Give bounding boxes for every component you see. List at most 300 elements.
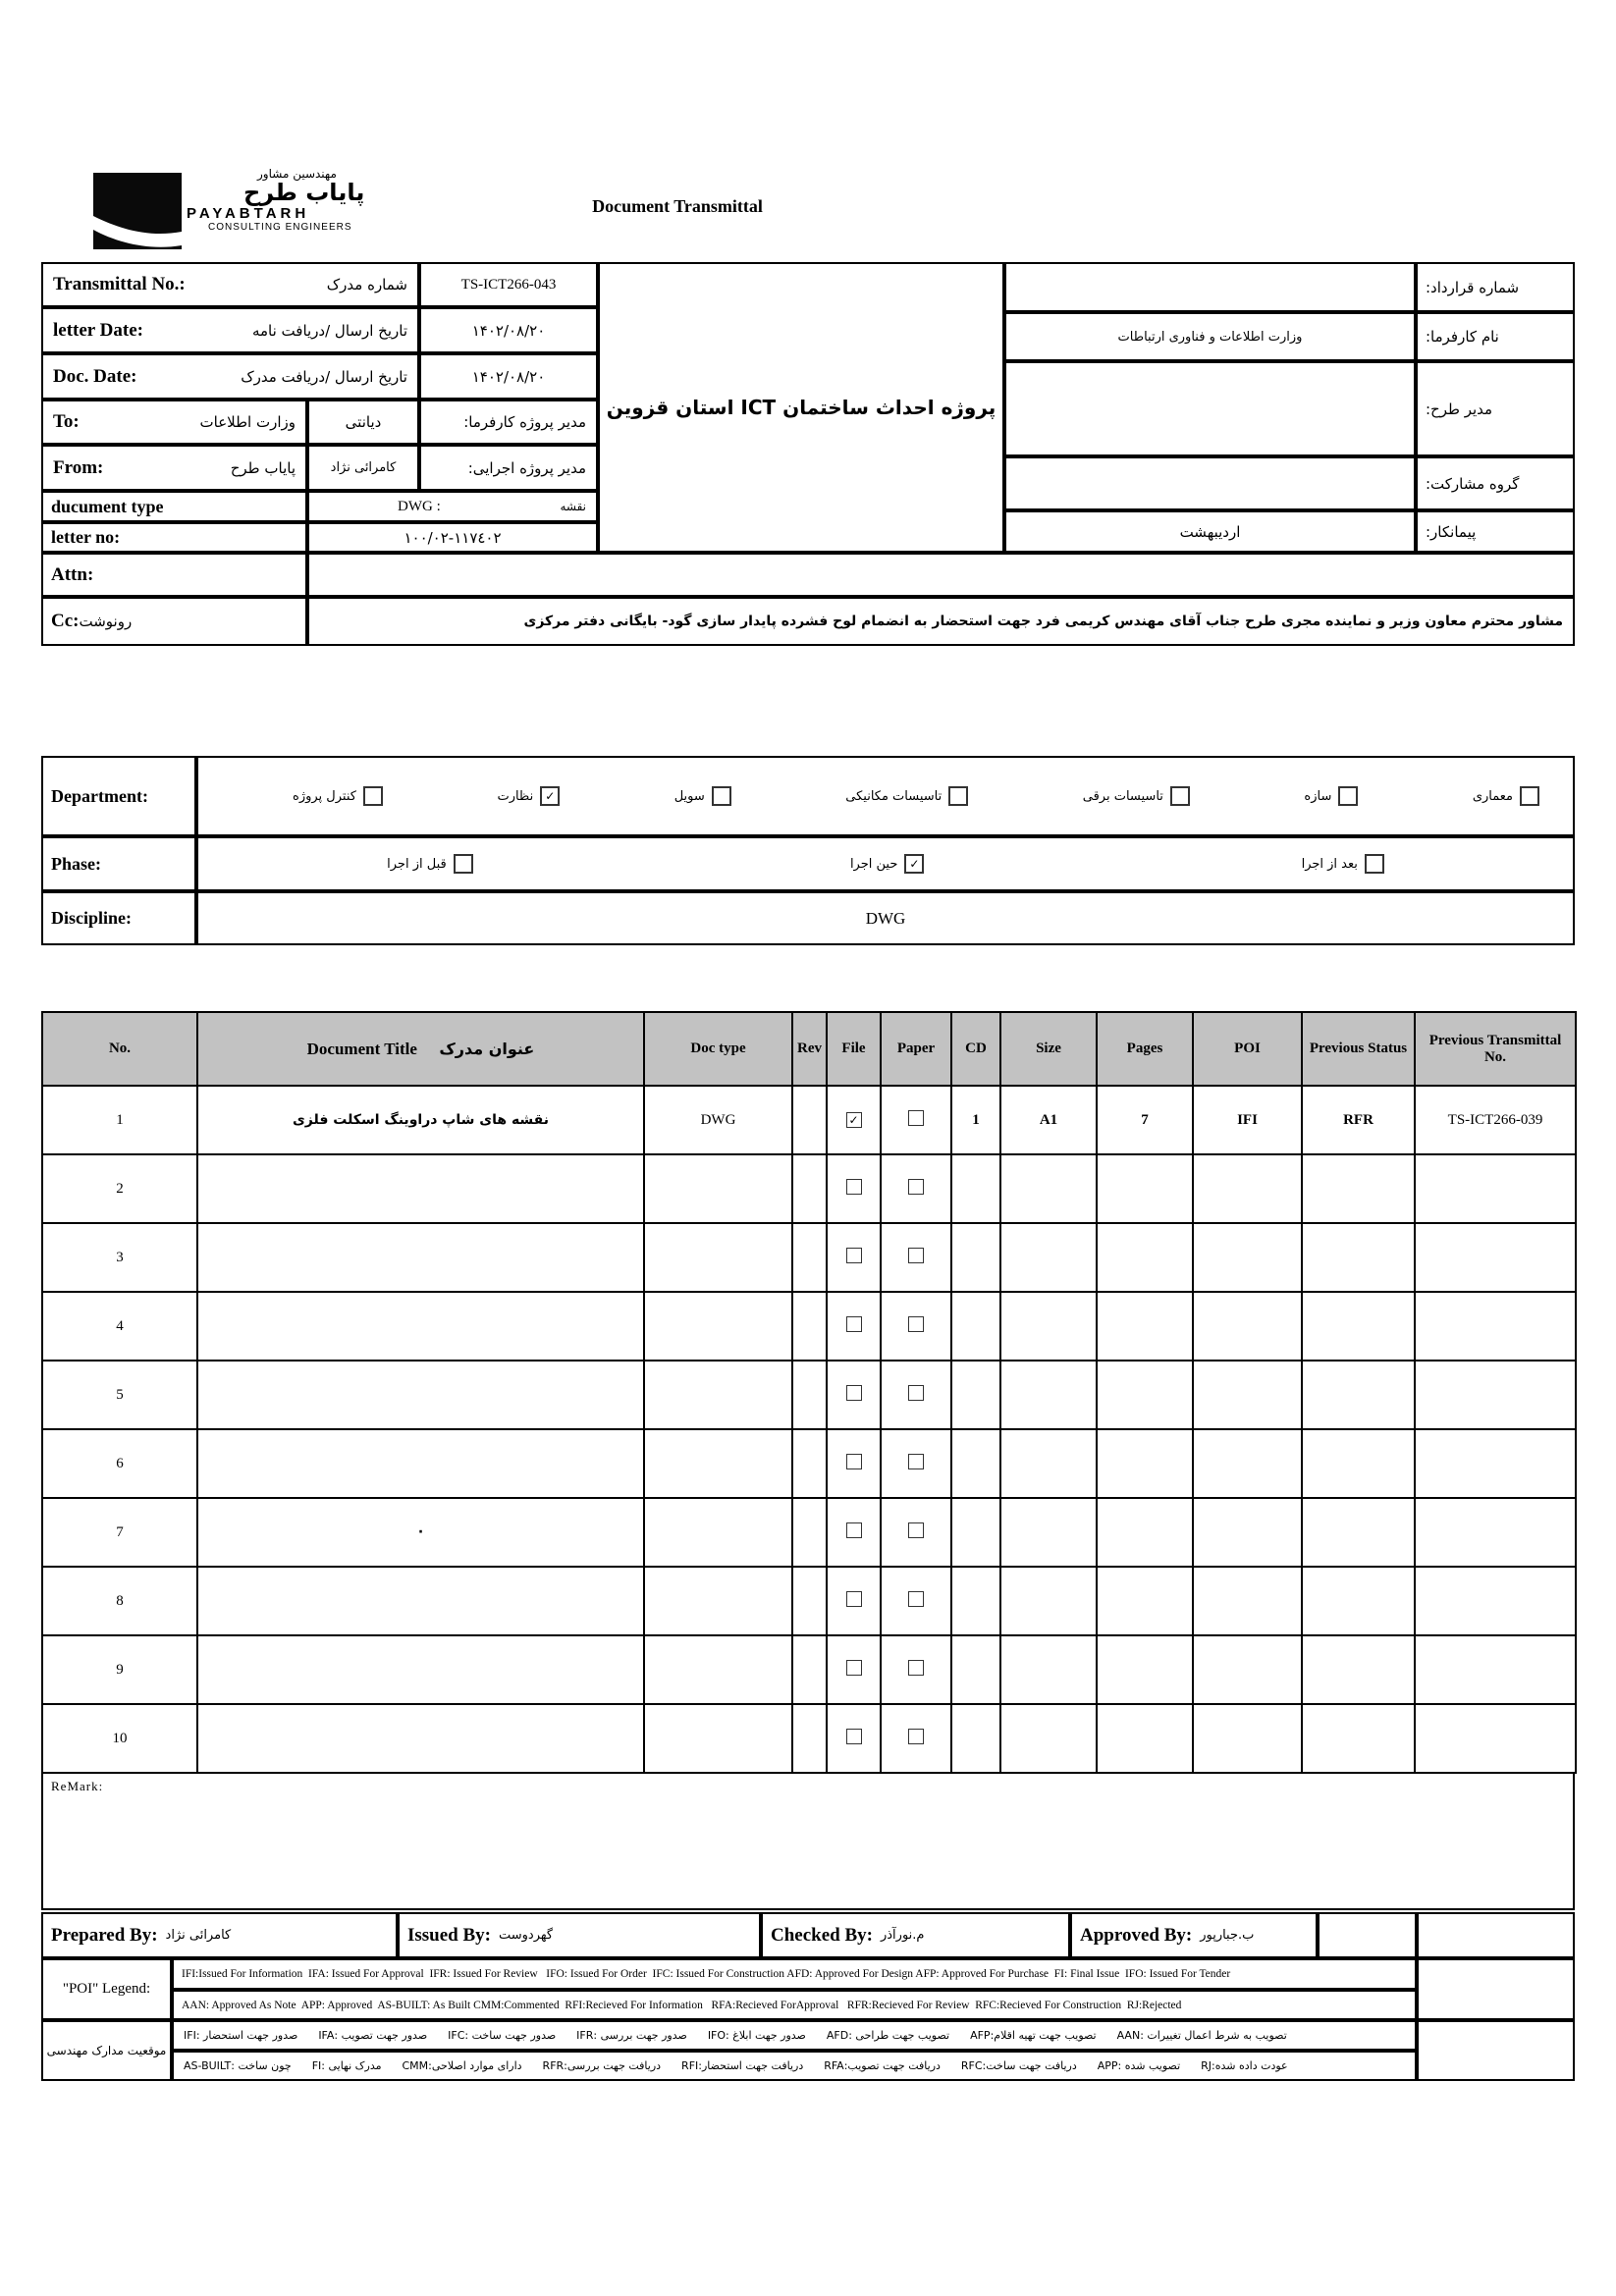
row-prev-transmittal (1415, 1704, 1576, 1773)
logo-swoosh-icon (93, 173, 182, 249)
row-file (827, 1704, 881, 1773)
contractor-label: پیمانکار: (1426, 522, 1477, 541)
row-pages (1097, 1498, 1193, 1567)
document-list-section (41, 1011, 1575, 1910)
row-no: 2 (42, 1154, 197, 1223)
paper-checkbox[interactable] (908, 1591, 924, 1607)
row-prev-status (1302, 1154, 1415, 1223)
row-size: A1 (1000, 1086, 1097, 1154)
department-checkbox[interactable] (712, 786, 731, 806)
department-option (1473, 786, 1539, 806)
row-poi (1193, 1223, 1302, 1292)
transmittal-no-label-cell (41, 262, 419, 307)
doc-type-value-cell (307, 491, 598, 522)
row-prev-transmittal (1415, 1154, 1576, 1223)
row-prev-transmittal (1415, 1635, 1576, 1704)
file-checkbox[interactable] (846, 1179, 862, 1195)
doc-date-value-cell (419, 353, 598, 400)
row-poi (1193, 1429, 1302, 1498)
department-checkbox[interactable]: ✓ (540, 786, 560, 806)
row-title (197, 1429, 644, 1498)
row-no: 8 (42, 1567, 197, 1635)
row-poi (1193, 1567, 1302, 1635)
phase-option-label: قبل از اجرا (387, 856, 447, 872)
row-doctype: DWG (644, 1086, 792, 1154)
row-paper (881, 1429, 951, 1498)
paper-checkbox[interactable] (908, 1729, 924, 1744)
from-person-cell (307, 445, 419, 491)
cc-label-cell (41, 597, 307, 646)
department-option-label: سازه (1304, 788, 1332, 804)
row-prev-transmittal: TS-ICT266-039 (1415, 1086, 1576, 1154)
row-pages (1097, 1223, 1193, 1292)
department-options-cell (196, 756, 1575, 836)
table-header-row (42, 1012, 1576, 1086)
row-prev-transmittal (1415, 1567, 1576, 1635)
row-file (827, 1086, 881, 1154)
row-rev (792, 1292, 827, 1361)
attn-value-cell (307, 553, 1575, 597)
cc-label-fa: رونوشت (79, 613, 133, 630)
design-mgr-label: مدیر طرح: (1426, 400, 1493, 418)
row-no: 9 (42, 1635, 197, 1704)
col-header-pages: Pages (1097, 1012, 1193, 1086)
row-rev (792, 1361, 827, 1429)
row-prev-status: RFR (1302, 1086, 1415, 1154)
logo-en-sub: CONSULTING ENGINEERS (208, 222, 352, 234)
paper-checkbox[interactable] (908, 1110, 924, 1126)
row-rev (792, 1223, 827, 1292)
cc-value: مشاور محترم معاون وزیر و نماینده مجری طرح جناب آقای مهندس کریمی فرد جهت استحضار به انضمام لوح فشرده پایدار سازی گود- بایگانی دفتر مرکزی (523, 614, 1563, 629)
phase-option (850, 854, 924, 874)
col-header-file: File (827, 1012, 881, 1086)
department-option (1083, 786, 1190, 806)
paper-checkbox[interactable] (908, 1248, 924, 1263)
logo-en-name: PAYABTARH (187, 205, 310, 223)
remark-label: ReMark: (51, 1779, 104, 1793)
row-prev-status (1302, 1635, 1415, 1704)
poi-legend-line1-cell (172, 1958, 1417, 1990)
client-pm-label-cell (419, 400, 598, 445)
jv-label-cell (1416, 456, 1575, 510)
col-header-paper: Paper (881, 1012, 951, 1086)
file-checkbox[interactable] (846, 1454, 862, 1469)
page-title: Document Transmittal (592, 196, 763, 216)
contract-no-value-cell (1004, 262, 1416, 312)
row-poi (1193, 1704, 1302, 1773)
letter-date-value: ۱۴۰۲/۰۸/۲۰ (471, 321, 546, 340)
row-rev (792, 1429, 827, 1498)
row-file (827, 1498, 881, 1567)
row-title (197, 1361, 644, 1429)
fa-legend-line1-cell (172, 2020, 1417, 2051)
letter-no-value: ۱۰۰/۰۲-۱۱۷٤۰۲ (404, 528, 502, 547)
row-size (1000, 1635, 1097, 1704)
row-pages (1097, 1154, 1193, 1223)
paper-checkbox[interactable] (908, 1454, 924, 1469)
row-size (1000, 1567, 1097, 1635)
file-checkbox[interactable] (846, 1729, 862, 1744)
department-checkbox[interactable] (363, 786, 383, 806)
table-row (42, 1567, 1576, 1635)
row-rev (792, 1498, 827, 1567)
file-checkbox[interactable]: ✓ (846, 1112, 862, 1128)
issued-by-value: گهردوست (499, 1928, 554, 1943)
row-pages (1097, 1567, 1193, 1635)
logo-fa-line1: مهندسین مشاور (257, 167, 337, 181)
to-label: To: (53, 411, 80, 432)
issued-by-cell (398, 1912, 761, 1958)
row-size (1000, 1361, 1097, 1429)
row-pages (1097, 1635, 1193, 1704)
fa-legend-label-cell (41, 2020, 172, 2081)
row-paper (881, 1704, 951, 1773)
signature-empty-cell-2 (1417, 1912, 1575, 1958)
row-prev-transmittal (1415, 1361, 1576, 1429)
logo-text-block (187, 167, 403, 233)
row-pages (1097, 1704, 1193, 1773)
doc-date-label-fa: تاریخ ارسال /دریافت مدرک (241, 367, 407, 386)
row-title (197, 1292, 644, 1361)
contract-no-label-cell (1416, 262, 1575, 312)
row-poi (1193, 1635, 1302, 1704)
row-cd (951, 1704, 1000, 1773)
row-title-text: نقشه های شاپ دراوینگ اسکلت فلزی (292, 1111, 550, 1128)
poi-legend-line1: IFI:Issued For Information IFA: Issued For Approval IFR: Issued For Review IFO: Issued For Order IFC: Issued For Construction AFD: Approved For Design AFP: Approved For Purchase FI: Final Issue IFO: Issued For Tender (182, 1968, 1231, 1980)
row-rev (792, 1154, 827, 1223)
row-no: 5 (42, 1361, 197, 1429)
row-prev-status (1302, 1704, 1415, 1773)
row-pages (1097, 1361, 1193, 1429)
paper-checkbox[interactable] (908, 1316, 924, 1332)
file-checkbox[interactable] (846, 1385, 862, 1401)
row-title (197, 1086, 644, 1154)
exec-pm-label-cell (419, 445, 598, 491)
exec-pm-label: مدیر پروژه اجرایی: (467, 458, 586, 477)
col-header-title (197, 1012, 644, 1086)
fa-legend-line2-cell (172, 2051, 1417, 2081)
col-header-cd: CD (951, 1012, 1000, 1086)
letter-no-label-cell (41, 522, 307, 553)
row-doctype (644, 1154, 792, 1223)
department-checkbox[interactable] (1170, 786, 1190, 806)
row-cd (951, 1498, 1000, 1567)
row-title (197, 1635, 644, 1704)
attn-label-cell (41, 553, 307, 597)
letter-date-value-cell (419, 307, 598, 353)
row-paper (881, 1361, 951, 1429)
row-cd (951, 1635, 1000, 1704)
row-no: 1 (42, 1086, 197, 1154)
approved-by-cell (1070, 1912, 1318, 1958)
department-checkbox[interactable] (1338, 786, 1358, 806)
row-cd (951, 1154, 1000, 1223)
project-title: پروژه احداث ساختمان ICT استان قزوین (606, 396, 997, 419)
from-person: کامرائی نژاد (330, 460, 397, 475)
table-row (42, 1635, 1576, 1704)
row-file (827, 1635, 881, 1704)
row-rev (792, 1635, 827, 1704)
row-cd (951, 1361, 1000, 1429)
paper-checkbox[interactable] (908, 1179, 924, 1195)
prepared-by-label: Prepared By: (51, 1924, 158, 1946)
fa-legend-line1: تصویب به شرط اعمال تغییرات :AAN تصویب جهت تهیه اقلام:AFP تصویب جهت طراحی :AFD صدور جهت ابلاغ :IFO صدور جهت بررسی :IFR صدور جهت ساخت :IFC صدور جهت تصویب :IFA صدور جهت استحضار :IFI (184, 2029, 1287, 2042)
phase-option-label: حین اجرا (849, 856, 898, 872)
transmittal-no-value: TS-ICT266-043 (460, 276, 557, 293)
department-option (497, 786, 560, 806)
row-size (1000, 1498, 1097, 1567)
row-paper (881, 1567, 951, 1635)
fa-legend-empty-cell (1417, 2020, 1575, 2081)
department-option-label: معماری (1472, 788, 1513, 804)
row-size (1000, 1429, 1097, 1498)
row-file (827, 1154, 881, 1223)
doc-date-value: ۱۴۰۲/۰۸/۲۰ (471, 367, 546, 386)
row-cd (951, 1429, 1000, 1498)
row-cd: 1 (951, 1086, 1000, 1154)
department-checkbox[interactable] (948, 786, 968, 806)
col-header-size: Size (1000, 1012, 1097, 1086)
file-checkbox[interactable] (846, 1591, 862, 1607)
remark-area (41, 1774, 1575, 1910)
row-paper (881, 1292, 951, 1361)
row-prev-transmittal (1415, 1292, 1576, 1361)
transmittal-no-value-cell (419, 262, 598, 307)
phase-options-cell (196, 836, 1575, 891)
doc-date-label-cell (41, 353, 419, 400)
paper-checkbox[interactable] (908, 1660, 924, 1676)
from-value: پایاب طرح (230, 458, 296, 477)
to-person-cell (307, 400, 419, 445)
table-row (42, 1223, 1576, 1292)
letter-no-value-cell (307, 522, 598, 553)
header-table (41, 262, 1575, 646)
client-label-cell (1416, 312, 1575, 361)
row-poi: IFI (1193, 1086, 1302, 1154)
row-no: 4 (42, 1292, 197, 1361)
row-doctype (644, 1567, 792, 1635)
design-mgr-label-cell (1416, 361, 1575, 456)
row-prev-status (1302, 1429, 1415, 1498)
row-prev-status (1302, 1292, 1415, 1361)
phase-checkbox[interactable] (454, 854, 473, 874)
file-checkbox[interactable] (846, 1522, 862, 1538)
jv-value-cell (1004, 456, 1416, 510)
row-poi (1193, 1154, 1302, 1223)
department-label-cell (41, 756, 196, 836)
department-option (293, 786, 383, 806)
to-person: دیانتی (345, 413, 382, 431)
doc-type-label: ducument type (51, 496, 164, 516)
project-title-cell (598, 262, 1004, 553)
doc-type-value: DWG : (398, 498, 441, 514)
client-value-cell (1004, 312, 1416, 361)
row-doctype (644, 1223, 792, 1292)
poi-legend-line2-cell (172, 1990, 1417, 2020)
contractor-label-cell (1416, 510, 1575, 553)
phase-option (1302, 854, 1384, 874)
discipline-label: Discipline: (51, 908, 133, 928)
company-logo (93, 173, 182, 249)
row-poi (1193, 1498, 1302, 1567)
row-size (1000, 1292, 1097, 1361)
prepared-by-value: کامرائی نژاد (165, 1928, 232, 1943)
row-file (827, 1429, 881, 1498)
doc-date-label-en: Doc. Date: (53, 365, 137, 387)
paper-checkbox[interactable] (908, 1522, 924, 1538)
phase-option-label: بعد از اجرا (1301, 856, 1358, 872)
row-prev-transmittal (1415, 1429, 1576, 1498)
row-paper (881, 1223, 951, 1292)
row-size (1000, 1154, 1097, 1223)
file-checkbox[interactable] (846, 1316, 862, 1332)
row-file (827, 1292, 881, 1361)
department-option-label: تاسیسات برقی (1082, 788, 1163, 804)
col-header-title-fa: عنوان مدرک (439, 1039, 535, 1058)
row-paper (881, 1635, 951, 1704)
row-doctype (644, 1292, 792, 1361)
row-prev-status (1302, 1567, 1415, 1635)
phase-label-cell (41, 836, 196, 891)
row-poi (1193, 1292, 1302, 1361)
client-pm-label: مدیر پروژه کارفرما: (463, 413, 586, 431)
col-header-poi: POI (1193, 1012, 1302, 1086)
row-rev (792, 1704, 827, 1773)
letter-date-label-en: letter Date: (53, 319, 143, 341)
discipline-value: DWG (865, 908, 906, 928)
signature-empty-cell-1 (1318, 1912, 1417, 1958)
col-header-prev-transmittal: Previous Transmittal No. (1415, 1012, 1576, 1086)
row-file (827, 1361, 881, 1429)
row-no: 7 (42, 1498, 197, 1567)
department-option-label: تاسیسات مکانیکی (845, 788, 943, 804)
logo-fa-line2: پایاب طرح (243, 179, 365, 206)
table-row (42, 1361, 1576, 1429)
row-title (197, 1704, 644, 1773)
department-checkbox[interactable] (1520, 786, 1539, 806)
row-file (827, 1223, 881, 1292)
phase-option (387, 854, 473, 874)
row-pages (1097, 1429, 1193, 1498)
poi-legend-line2: AAN: Approved As Note APP: Approved AS-BUILT: As Built CMM:Commented RFI:Recieved For Information RFA:Recieved ForApproval RFR:Recieved For Review RFC:Recieved For Construction RJ:Rejected (182, 1999, 1182, 2011)
client-value: وزارت اطلاعات و فناوری ارتباطات (1117, 329, 1303, 345)
approved-by-label: Approved By: (1080, 1924, 1193, 1946)
row-prev-status (1302, 1361, 1415, 1429)
row-size (1000, 1704, 1097, 1773)
row-title (197, 1223, 644, 1292)
issued-by-label: Issued By: (407, 1924, 491, 1946)
phase-checkbox[interactable]: ✓ (904, 854, 924, 874)
row-rev (792, 1086, 827, 1154)
row-cd (951, 1567, 1000, 1635)
table-row (42, 1498, 1576, 1567)
row-doctype (644, 1429, 792, 1498)
phase-checkbox[interactable] (1365, 854, 1384, 874)
attn-label: Attn: (51, 563, 94, 585)
from-label: From: (53, 456, 104, 478)
col-header-no: No. (42, 1012, 197, 1086)
row-rev (792, 1567, 827, 1635)
design-mgr-value-cell (1004, 361, 1416, 456)
transmittal-no-label-fa: شماره مدرک (326, 276, 407, 294)
cc-value-cell (307, 597, 1575, 646)
client-label: نام کارفرما: (1426, 328, 1499, 346)
doc-type-label-cell (41, 491, 307, 522)
from-cell (41, 445, 307, 491)
classification-table (41, 756, 1575, 945)
row-cd (951, 1292, 1000, 1361)
table-row (42, 1086, 1576, 1154)
row-prev-status (1302, 1498, 1415, 1567)
row-pages (1097, 1292, 1193, 1361)
row-no: 10 (42, 1704, 197, 1773)
row-paper (881, 1154, 951, 1223)
poi-legend-label: "POI" Legend: (62, 1981, 151, 1997)
col-header-title-en: Document Title (306, 1039, 417, 1058)
row-doctype (644, 1635, 792, 1704)
department-option (674, 786, 731, 806)
phase-label: Phase: (51, 853, 101, 874)
jv-label: گروه مشارکت: (1426, 474, 1520, 493)
department-option-label: نظارت (497, 788, 534, 804)
col-header-prev-status: Previous Status (1302, 1012, 1415, 1086)
fa-legend-line2: عودت داده شده:RJ تصویب شده :APP دریافت جهت ساخت:RFC دریافت جهت تصویب:RFA دریافت جهت استحضار:RFI دریافت جهت بررسی:RFR دارای موارد اصلاحی:CMM مدرک نهایی :FI چون ساخت :AS-BUILT (184, 2059, 1288, 2072)
table-body (42, 1086, 1576, 1773)
to-value: وزارت اطلاعات (199, 413, 296, 431)
row-size (1000, 1223, 1097, 1292)
row-title-text: · (417, 1523, 424, 1540)
transmittal-no-label-en: Transmittal No.: (53, 274, 186, 294)
row-prev-transmittal (1415, 1498, 1576, 1567)
department-option-label: کنترل پروژه (293, 788, 356, 804)
table-row (42, 1704, 1576, 1773)
table-row (42, 1154, 1576, 1223)
table-row (42, 1429, 1576, 1498)
row-poi (1193, 1361, 1302, 1429)
discipline-value-cell (196, 891, 1575, 945)
row-no: 3 (42, 1223, 197, 1292)
contractor-value-cell (1004, 510, 1416, 553)
checked-by-cell (761, 1912, 1070, 1958)
doc-type-fa: نقشه (560, 500, 586, 513)
file-checkbox[interactable] (846, 1660, 862, 1676)
department-option-label: سویل (673, 788, 705, 804)
contractor-value: اردیبهشت (1179, 522, 1241, 541)
discipline-label-cell (41, 891, 196, 945)
footer-section (41, 1912, 1575, 2081)
paper-checkbox[interactable] (908, 1385, 924, 1401)
row-doctype (644, 1361, 792, 1429)
col-header-doctype: Doc type (644, 1012, 792, 1086)
poi-legend-label-cell (41, 1958, 172, 2020)
row-no: 6 (42, 1429, 197, 1498)
checked-by-label: Checked By: (771, 1924, 873, 1946)
letter-date-label-cell (41, 307, 419, 353)
file-checkbox[interactable] (846, 1248, 862, 1263)
row-title (197, 1567, 644, 1635)
row-paper (881, 1498, 951, 1567)
row-doctype (644, 1498, 792, 1567)
letter-date-label-fa: تاریخ ارسال /دریافت نامه (251, 321, 407, 340)
cc-label-en: Cc: (51, 611, 80, 631)
row-paper (881, 1086, 951, 1154)
col-header-rev: Rev (792, 1012, 827, 1086)
approved-by-value: ب.جبارپور (1200, 1928, 1255, 1943)
prepared-by-cell (41, 1912, 398, 1958)
row-prev-transmittal (1415, 1223, 1576, 1292)
letter-no-label: letter no: (51, 527, 121, 547)
row-doctype (644, 1704, 792, 1773)
